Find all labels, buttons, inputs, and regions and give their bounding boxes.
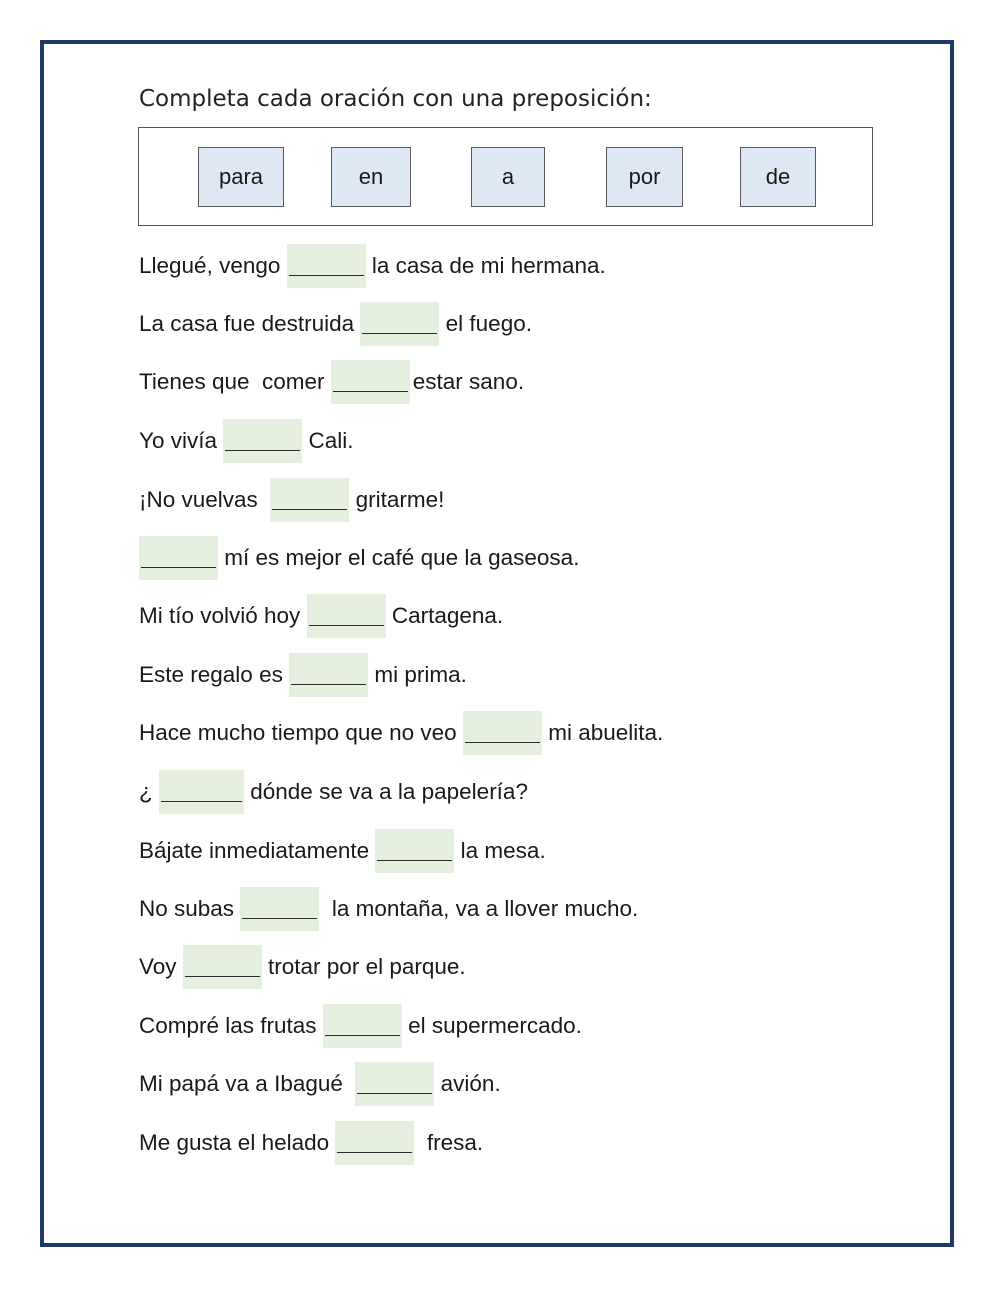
instructions-title: Completa cada oración con una preposición:	[139, 86, 652, 112]
sentence-4	[139, 419, 354, 463]
sentence-5	[139, 478, 444, 522]
answer-blank[interactable]	[307, 594, 386, 638]
sentence-text-before: Me gusta el helado	[139, 1130, 336, 1155]
sentence-16	[139, 1121, 483, 1165]
sentence-text-before: Bájate inmediatamente	[139, 838, 376, 863]
sentence-text-before: Este regalo es	[139, 662, 290, 687]
word-tile-por[interactable]: por	[606, 147, 683, 207]
sentence-6	[139, 536, 579, 580]
word-bank	[138, 127, 873, 226]
answer-blank[interactable]	[335, 1121, 414, 1165]
sentence-7	[139, 594, 503, 638]
sentence-text-after: Cali.	[302, 428, 354, 453]
sentence-9	[139, 711, 663, 755]
sentence-8	[139, 653, 467, 697]
sentence-text-after: mi abuelita.	[541, 720, 664, 745]
sentence-text-before: ¿	[139, 779, 159, 804]
sentence-text-after: Cartagena.	[385, 603, 504, 628]
answer-blank[interactable]	[463, 711, 542, 755]
sentence-text-after: el supermercado.	[401, 1013, 582, 1038]
answer-blank[interactable]	[323, 1004, 402, 1048]
sentence-text-after: estar sano.	[412, 369, 525, 394]
answer-blank[interactable]	[360, 302, 439, 346]
answer-blank[interactable]	[375, 829, 454, 873]
word-tile-en[interactable]: en	[331, 147, 411, 207]
sentence-text-after: la mesa.	[454, 838, 546, 863]
sentence-text-before: ¡No vuelvas	[139, 487, 271, 512]
sentence-3	[139, 360, 524, 404]
sentence-text-before: Llegué, vengo	[139, 253, 287, 278]
answer-blank[interactable]	[139, 536, 218, 580]
sentence-text-before: Voy	[139, 954, 183, 979]
sentence-text-after: dónde se va a la papelería?	[244, 779, 528, 804]
sentence-text-after: fresa.	[414, 1130, 484, 1155]
sentence-text-after: el fuego.	[439, 311, 532, 336]
sentence-text-before: Mi papá va a Ibagué	[139, 1071, 356, 1096]
answer-blank[interactable]	[289, 653, 368, 697]
sentence-2	[139, 302, 532, 346]
sentence-text-before: No subas	[139, 896, 241, 921]
answer-blank[interactable]	[183, 945, 262, 989]
word-tile-a[interactable]: a	[471, 147, 545, 207]
word-tile-de[interactable]: de	[740, 147, 816, 207]
word-tile-para[interactable]: para	[198, 147, 284, 207]
sentence-text-before: Yo vivía	[139, 428, 224, 453]
answer-blank[interactable]	[159, 770, 244, 814]
sentence-text-before: Tienes que comer	[139, 369, 331, 394]
answer-blank[interactable]	[240, 887, 319, 931]
sentence-text-after: gritarme!	[349, 487, 445, 512]
answer-blank[interactable]	[223, 419, 302, 463]
sentence-text-after: avión.	[434, 1071, 501, 1096]
sentence-12	[139, 887, 638, 931]
sentence-text-after: la casa de mi hermana.	[365, 253, 606, 278]
sentence-text-after: mí es mejor el café que la gaseosa.	[218, 545, 580, 570]
sentence-15	[139, 1062, 501, 1106]
answer-blank[interactable]	[270, 478, 349, 522]
answer-blank[interactable]	[287, 244, 366, 288]
sentence-text-after: la montaña, va a llover mucho.	[319, 896, 639, 921]
sentence-text-before: Mi tío volvió hoy	[139, 603, 307, 628]
sentence-10	[139, 770, 528, 814]
answer-blank[interactable]	[355, 1062, 434, 1106]
sentence-text-after: mi prima.	[368, 662, 467, 687]
sentence-14	[139, 1004, 582, 1048]
sentence-text-before: La casa fue destruida	[139, 311, 361, 336]
sentence-text-before: Hace mucho tiempo que no veo	[139, 720, 463, 745]
answer-blank[interactable]	[331, 360, 410, 404]
sentence-11	[139, 829, 546, 873]
sentence-text-after: trotar por el parque.	[261, 954, 466, 979]
sentence-text-before: Compré las frutas	[139, 1013, 323, 1038]
sentence-1	[139, 244, 606, 288]
sentence-13	[139, 945, 466, 989]
